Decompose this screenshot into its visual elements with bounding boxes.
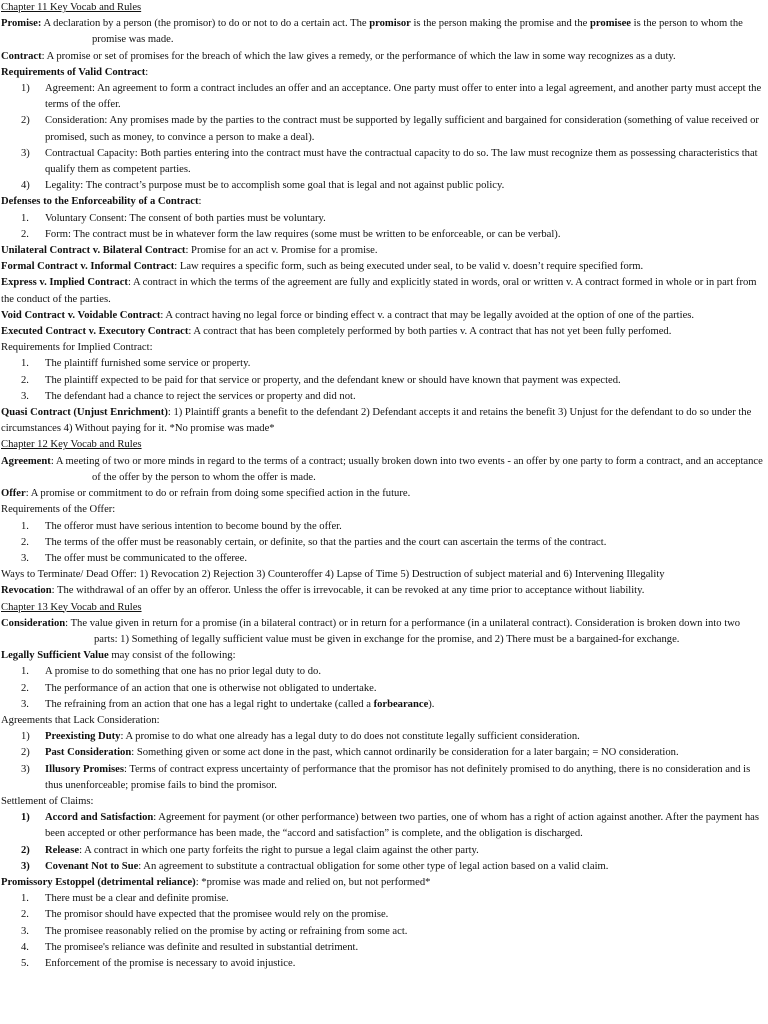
- formal-definition: Formal Contract v. Informal Contract: Law requires a specific form, such as being executed under seal, to be valid v. doesn’t require specified form.: [1, 261, 644, 273]
- list-item: 2. The terms of the offer must be reasonably certain, or definite, so that the parties and the court can ascertain the terms of the contract.: [21, 536, 607, 548]
- promise-term: Promise:: [1, 18, 42, 30]
- consideration-definition: Consideration: The value given in return for a promise (in a bilateral contract) or in return for a performance (in a unilateral contract). Consideration is broken down into two parts: 1) Something of legally sufficient value must be given in exchange for the promise, and 2) There must be a bargained-for exchange.: [1, 617, 741, 645]
- list-item: 3) Illusory Promises: Terms of contract express uncertainty of performance that the promisor has not definitely promised to do anything, there is no consideration and is thus unenforceable; promise fails to bind the promisor.: [21, 763, 751, 791]
- list-item: 3. The defendant had a chance to reject the services or property and did not.: [21, 390, 356, 402]
- list-item: 3) Covenant Not to Sue: An agreement to substitute a contractual obligation for some other type of legal action based on a valid claim.: [21, 860, 609, 872]
- offer-requirements-heading: Requirements of the Offer:: [1, 504, 116, 516]
- list-item: 3) Contractual Capacity: Both parties entering into the contract must have the contractual capacity to do so. The law must recognize them as possessing characteristics that qualify them as competent parties.: [21, 147, 758, 176]
- legally-sufficient-value-list: [1, 664, 766, 713]
- implied-requirements-heading: Requirements for Implied Contract:: [1, 342, 153, 354]
- express-definition: Express v. Implied Contract: A contract in which the terms of the agreement are fully and explicitly stated in words, oral or written v. A contract formed in whole or in part from the conduct of the parties.: [1, 277, 757, 305]
- list-item: 2. The performance of an action that one is otherwise not obligated to undertake.: [21, 682, 377, 694]
- offer-definition: Offer: A promise or commitment to do or refrain from doing some specified action in the future.: [1, 488, 411, 500]
- list-item: 3. The promisee reasonably relied on the promise by acting or refraining from some act.: [21, 925, 408, 937]
- list-item: 2. Form: The contract must be in whatever form the law requires (some must be written to be enforceable, or can be verbal).: [21, 228, 561, 240]
- list-item: 4) Legality: The contract’s purpose must be to accomplish some goal that is legal and not against public policy.: [21, 180, 505, 192]
- defenses-list: [1, 211, 766, 243]
- offer-requirements-list: [1, 519, 766, 568]
- executed-definition: Executed Contract v. Executory Contract: A contract that has been completely performed by both parties v. A contract that has not yet been fully perfomed.: [1, 326, 672, 338]
- list-item: 1. Voluntary Consent: The consent of both parties must be voluntary.: [21, 212, 326, 224]
- list-item: 2) Past Consideration: Something given or some act done in the past, which cannot ordinarily be consideration for a later bargain; = NO consideration.: [21, 747, 679, 759]
- list-item: 4. The promisee's reliance was definite and resulted in substantial detriment.: [21, 941, 359, 953]
- list-item: 3. The refraining from an action that one has a legal right to undertake (called a forbearance).: [21, 698, 435, 710]
- list-item: 1) Accord and Satisfaction: Agreement for payment (or other performance) between two parties, one of whom has a right of action against another. After the payment has been accepted or other performance has been made, the “accord and satisfaction” is complete, and the obligation is discharged.: [21, 812, 759, 840]
- void-definition: Void Contract v. Voidable Contract: A contract having no legal force or binding effect v. a contract that may be legally avoided at the option of one of the parties.: [1, 309, 695, 321]
- chapter-11-heading: Chapter 11 Key Vocab and Rules: [1, 2, 142, 13]
- list-item: 1. There must be a clear and definite promise.: [21, 893, 229, 905]
- promissory-estoppel-heading: Promissory Estoppel (detrimental reliance): *promise was made and relied on, but not performed*: [1, 876, 431, 888]
- promissory-estoppel-list: [1, 891, 766, 972]
- list-item: 2) Consideration: Any promises made by the parties to the contract must be supported by legally sufficient and bargained for consideration (something of value received or promised, such as money, to convince a person to make a deal).: [21, 115, 759, 143]
- list-item: 1. The plaintiff furnished some service or property.: [21, 358, 251, 370]
- list-item: 2. The plaintiff expected to be paid for that service or property, and the defendant knew or should have known that payment was expected.: [21, 374, 621, 386]
- valid-contract-requirements-list: [1, 81, 766, 194]
- list-item: 1) Preexisting Duty: A promise to do what one already has a legal duty to do does not constitute legally sufficient consideration.: [21, 731, 580, 743]
- unilateral-definition: Unilateral Contract v. Bilateral Contract: Promise for an act v. Promise for a promise.: [1, 245, 378, 257]
- list-item: 2. The promisor should have expected that the promisee would rely on the promise.: [21, 909, 389, 921]
- lack-consideration-list: [1, 729, 766, 794]
- list-item: 1) Agreement: An agreement to form a contract includes an offer and an acceptance. One party must offer to enter into a legal agreement, and another party must accept the terms of the offer.: [21, 83, 762, 111]
- legally-sufficient-value-heading: Legally Sufficient Value may consist of the following:: [1, 650, 236, 662]
- contract-definition: Contract: A promise or set of promises for the breach of which the law gives a remedy, or the performance of which the law in some way recognizes as a duty.: [1, 50, 676, 62]
- chapter-13-heading: Chapter 13 Key Vocab and Rules: [1, 601, 142, 613]
- settlement-heading: Settlement of Claims:: [1, 795, 94, 807]
- list-item: 2) Release: A contract in which one party forfeits the right to pursue a legal claim against the other party.: [21, 844, 479, 856]
- list-item: 1. A promise to do something that one has no prior legal duty to do.: [21, 666, 321, 678]
- list-item: 5. Enforcement of the promise is necessary to avoid injustice.: [21, 957, 296, 969]
- lack-consideration-heading: Agreements that Lack Consideration:: [1, 714, 160, 726]
- quasi-contract-definition: Quasi Contract (Unjust Enrichment): 1) Plaintiff grants a benefit to the defendant 2) Defendant accepts it and retains the benefit 3) Unjust for the defendant to do so under the circumstances 4) Without paying for it. *No promise was made*: [1, 407, 752, 435]
- agreement-definition: Agreement: A meeting of two or more minds in regard to the terms of a contract; usually broken down into two events - an offer by one party to form a contract, and an acceptance of the offer by the person to whom the offer is made.: [1, 455, 763, 483]
- defenses-heading: Defenses to the Enforceability of a Contract:: [1, 196, 202, 208]
- revocation-definition: Revocation: The withdrawal of an offer by an offeror. Unless the offer is irrevocable, it can be revoked at any time prior to acceptance without liability.: [1, 585, 645, 597]
- valid-contract-requirements-heading: Requirements of Valid Contract:: [1, 66, 149, 78]
- terminate-offer-line: Ways to Terminate/ Dead Offer: 1) Revocation 2) Rejection 3) Counteroffer 4) Lapse of Time 5) Destruction of subject material and 6) Intervening Illegality: [1, 569, 665, 581]
- implied-requirements-list: [1, 356, 766, 405]
- contract-term: Contract: [1, 50, 42, 62]
- promise-definition: Promise: A declaration by a person (the promisor) to do or not to do a certain act. The promisor is the person making the promise and the promisee is the person to whom the promise was made.: [1, 18, 743, 46]
- settlement-list: [1, 810, 766, 875]
- list-item: 3. The offer must be communicated to the offeree.: [21, 552, 247, 564]
- list-item: 1. The offeror must have serious intention to become bound by the offer.: [21, 520, 342, 532]
- chapter-12-heading: Chapter 12 Key Vocab and Rules: [1, 439, 142, 451]
